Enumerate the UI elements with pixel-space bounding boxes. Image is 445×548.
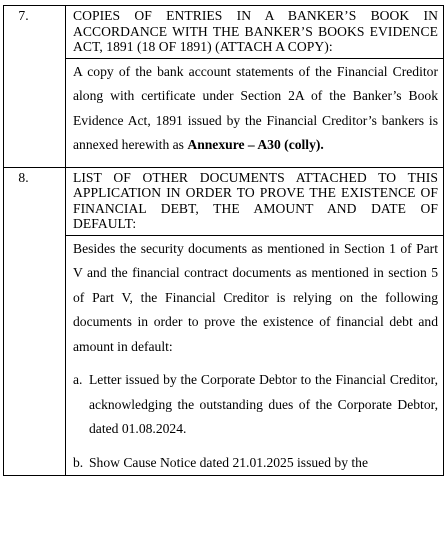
section-number-cell — [4, 167, 66, 476]
form-table — [3, 5, 444, 476]
paragraph-text: A copy of the bank account statements of the Financial Creditor along with certificate under Section 2A of the Banker’s Book Evidence Act, 1891 issued by the Financial Creditor’s bankers is annexed herewith as — [73, 63, 438, 152]
list-item-text: Letter issued by the Corporate Debtor to the Financial Creditor, acknowledging the outstanding dues of the Corporate Debtor, dated 01.08.2024. — [89, 372, 438, 436]
annexure-reference: Annexure – A30 (colly). — [187, 137, 324, 152]
section-paragraph: Besides the security documents as mentioned in Section 1 of Part V and the financial contract documents as mentioned in section 5 of Part V, the Financial Creditor is relying on the following documents in order to prove the existence of financial debt and amount in default: — [73, 240, 438, 354]
section-number: 7. — [18, 8, 29, 23]
section-number-cell — [4, 6, 66, 168]
section-paragraph — [66, 59, 443, 158]
list-item — [66, 368, 443, 442]
table-row-7 — [4, 6, 444, 168]
table-row-8 — [4, 167, 444, 476]
list-marker: b. — [73, 454, 84, 470]
section-number: 8. — [18, 169, 29, 185]
section-content-cell — [66, 6, 444, 168]
list-item — [66, 451, 443, 476]
section-content-cell — [66, 167, 444, 476]
section-heading: LIST OF OTHER DOCUMENTS ATTACHED TO THIS APPLICATION IN ORDER TO PROVE THE EXISTENCE OF FINANCIAL DEBT, THE AMOUNT AND DATE OF DEFAULT: — [66, 168, 443, 236]
list-item-text: Show Cause Notice dated 21.01.2025 issued by the — [89, 454, 369, 470]
section-heading: COPIES OF ENTRIES IN A BANKER’S BOOK IN ACCORDANCE WITH THE BANKER’S BOOKS EVIDENCE ACT, 1891 (18 OF 1891) (ATTACH A COPY): — [66, 6, 443, 59]
list-marker: a. — [73, 372, 83, 387]
